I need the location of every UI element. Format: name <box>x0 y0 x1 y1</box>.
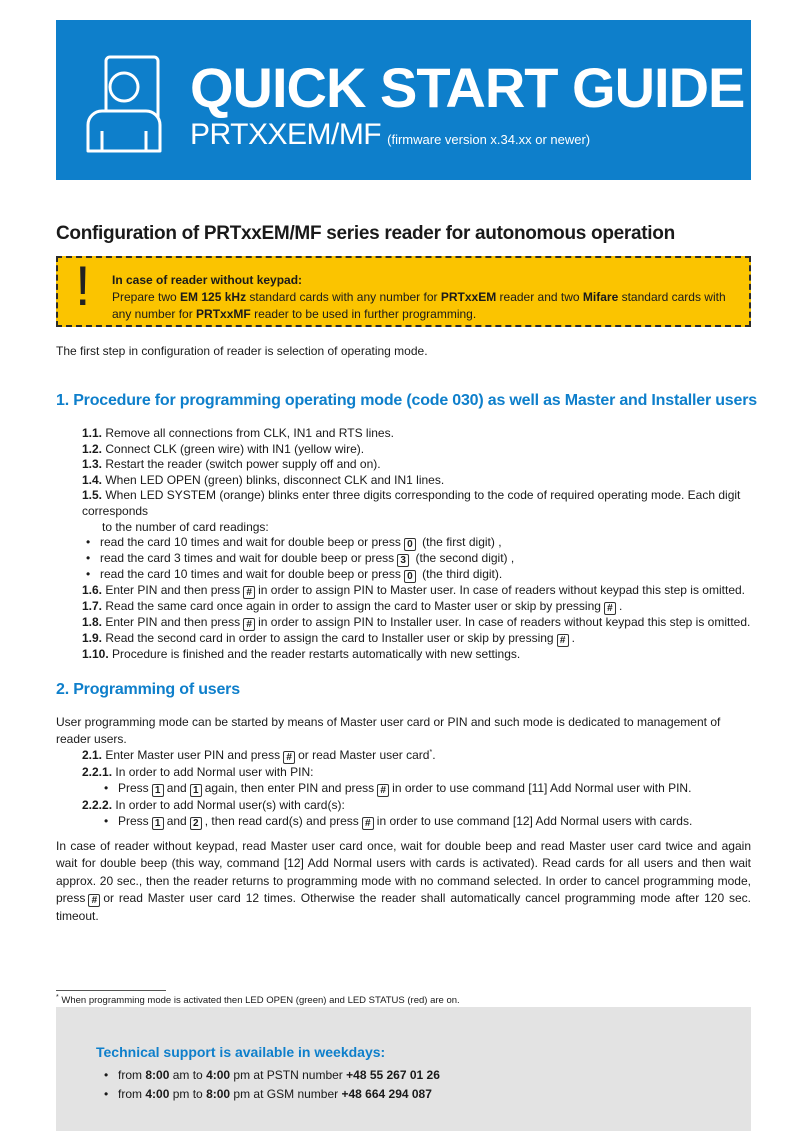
section2-steps <box>82 745 752 830</box>
step-1-9 <box>82 631 752 647</box>
section2-intro: User programming mode can be started by means of Master user card or PIN and such mode is dedicated to management of reader users. <box>56 715 721 746</box>
intro-text: The first step in configuration of reader is selection of operating mode. <box>56 344 428 358</box>
model-label: PRTXXEM/MF <box>190 118 382 151</box>
key-hash-icon: # <box>88 894 100 907</box>
support-text: am to <box>169 1068 207 1082</box>
bullet-text: again, then enter PIN and press <box>204 781 375 795</box>
user-card-icon <box>84 55 176 155</box>
warning-bold: PRTxxEM <box>440 289 497 304</box>
support-time: 8:00 <box>145 1068 170 1082</box>
step-2-2-2 <box>82 797 752 813</box>
bullet-tail: (the second digit) , <box>412 551 515 566</box>
step-text: Connect CLK (green wire) with IN1 (yellow wire). <box>102 441 365 456</box>
bullet-third-digit: • read the card 10 times and wait for double beep or press 0 (the third digit). <box>86 567 503 583</box>
step-text: or read Master user card <box>298 748 430 762</box>
paragraph-text: In case of reader without keypad, read Master user card once, wait for double beep and read Master user card twice and again wait for double beep (this way, command [12] Add Normal users with cards is activated). Read cards for all users and then wait approx. 20 sec., then the reader returns to programming mode with no command selected. In order to cancel programming mode, press <box>56 839 751 906</box>
bullet-text: read the card 10 times and wait for double beep or press <box>100 567 401 582</box>
key-hash-icon: # <box>377 784 389 797</box>
warning-bold: PRTxxMF <box>196 306 251 321</box>
footnote <box>56 993 460 1008</box>
step-1-6 <box>82 583 752 599</box>
section2-heading: 2. Programming of users <box>56 681 240 698</box>
support-gsm-line: • from 4:00 pm to 8:00 pm at GSM number +48 664 294 087 <box>104 1087 432 1101</box>
step-1-5 <box>82 488 752 519</box>
warning-text <box>112 272 748 322</box>
support-pstn-line: • from 8:00 am to 4:00 pm at PSTN number +48 55 267 01 26 <box>104 1068 440 1082</box>
bullet-text: read the card 3 times and wait for double beep or press <box>100 551 395 566</box>
guide-title: QUICK START GUIDE <box>190 56 745 119</box>
step-1-1 <box>82 426 752 442</box>
gsm-number: +48 664 294 087 <box>341 1087 432 1101</box>
step-number: 1.7. <box>82 599 103 614</box>
warning-icon: ! <box>75 254 91 317</box>
step-text: In order to add Normal user(s) with card(s): <box>112 798 345 812</box>
step-number: 2.2.1. <box>82 765 113 779</box>
key-hash-icon: # <box>243 618 255 631</box>
support-title: Technical support is available in weekdays: <box>96 1044 386 1060</box>
support-text: from <box>118 1068 146 1082</box>
bullet-tail: (the first digit) , <box>418 535 502 550</box>
support-text: pm to <box>169 1087 207 1101</box>
step-text: Read the second card in order to assign the card to Installer user or skip by pressing <box>102 631 554 646</box>
step-number: 1.6. <box>82 583 103 598</box>
warning-fragment: reader to be used in further programming. <box>250 306 477 321</box>
pstn-number: +48 55 267 01 26 <box>346 1068 440 1082</box>
step-text: In order to add Normal user with PIN: <box>112 765 314 779</box>
step-text: . <box>571 631 575 646</box>
key-0-icon: 0 <box>404 538 416 551</box>
support-time: 8:00 <box>206 1087 231 1101</box>
step-text: . <box>618 599 623 614</box>
warning-fragment: standard cards with any number for <box>246 289 441 304</box>
step-text: in order to assign PIN to Master user. In case of readers without keypad this step is omitted. <box>258 583 745 598</box>
warning-fragment: reader and two <box>496 289 583 304</box>
paragraph-text: or read Master user card 12 times. Otherwise the reader shall automatically cancel programming mode after 120 sec. timeout. <box>56 891 751 923</box>
warning-fragment: standard cards with any number for <box>112 289 726 321</box>
step-1-5-continued: to the number of card readings: <box>102 519 269 534</box>
step-text: Restart the reader (switch power supply off and on). <box>102 457 381 472</box>
warning-bold: Mifare <box>582 289 619 304</box>
step-text: Procedure is finished and the reader restarts automatically with new settings. <box>108 647 521 662</box>
no-keypad-paragraph <box>56 838 751 925</box>
key-hash-icon: # <box>283 751 295 764</box>
step-number: 1.5. <box>82 488 103 503</box>
support-time: 4:00 <box>206 1068 231 1082</box>
step-2-2-1 <box>82 764 752 780</box>
bullet-text: , then read card(s) and press <box>204 814 359 828</box>
key-hash-icon: # <box>243 586 255 599</box>
step-text: Enter Master user PIN and press <box>102 748 281 762</box>
key-hash-icon: # <box>557 634 569 647</box>
support-box <box>56 1007 751 1131</box>
bullet-text: Press <box>118 814 149 828</box>
bullet-text: read the card 10 times and wait for double beep or press <box>100 535 401 550</box>
bullet-add-card-user: • Press 1 and 2 , then read card(s) and press # in order to use command [12] Add Normal users with cards. <box>104 814 693 829</box>
step-1-10 <box>82 647 752 663</box>
key-2-icon: 2 <box>190 817 202 830</box>
warning-fragment: Prepare two <box>112 289 181 304</box>
bullet-tail: (the third digit). <box>418 567 503 582</box>
step-number: 1.10. <box>82 647 109 662</box>
step-number: 1.3. <box>82 457 103 472</box>
step-text: Remove all connections from CLK, IN1 and RTS lines. <box>102 426 394 440</box>
step-number: 1.8. <box>82 615 103 630</box>
support-text: from <box>118 1087 146 1101</box>
key-hash-icon: # <box>604 602 616 615</box>
header-banner <box>56 20 751 180</box>
section1-heading: 1. Procedure for programming operating mode (code 030) as well as Master and Installer users <box>56 392 757 409</box>
main-heading: Configuration of PRTxxEM/MF series reader for autonomous operation <box>56 223 675 244</box>
step-1-3 <box>82 457 752 473</box>
bullet-text: in order to use command [12] Add Normal users with cards. <box>376 814 693 828</box>
section1-steps <box>82 426 752 663</box>
firmware-note: (firmware version x.34.xx or newer) <box>387 132 591 147</box>
step-number: 1.4. <box>82 472 103 487</box>
support-text: pm at PSTN number <box>230 1068 347 1082</box>
bullet-text: Press <box>118 781 149 795</box>
step-2-1 <box>82 745 752 764</box>
footnote-mark: * <box>429 749 433 756</box>
step-number: 1.2. <box>82 441 103 456</box>
bullet-first-digit: • read the card 10 times and wait for double beep or press 0 (the first digit) , <box>86 535 502 551</box>
step-text: When LED SYSTEM (orange) blinks enter three digits corresponding to the code of required operating mode. Each digit corresponds <box>82 488 741 518</box>
step-number: 2.2.2. <box>82 798 113 812</box>
bullet-text: and <box>166 814 187 828</box>
warning-bold: EM 125 kHz <box>180 289 247 304</box>
key-3-icon: 3 <box>397 554 409 567</box>
bullet-add-pin-user: • Press 1 and 1 again, then enter PIN and press # in order to use command [11] Add Normal user with PIN. <box>104 781 692 796</box>
step-text: Enter PIN and then press <box>102 583 241 598</box>
key-hash-icon: # <box>362 817 374 830</box>
key-1-icon: 1 <box>152 784 164 797</box>
key-0-icon: 0 <box>404 570 416 583</box>
footnote-text: When programming mode is activated then LED OPEN (green) and LED STATUS (red) are on. <box>58 995 460 1007</box>
footnote-mark: * <box>56 994 59 1001</box>
step-text: in order to assign PIN to Installer user. In case of readers without keypad this step is omitted. <box>258 615 751 630</box>
key-1-icon: 1 <box>152 817 164 830</box>
step-number: 2.1. <box>82 748 103 762</box>
step-number: 1.1. <box>82 426 103 440</box>
bullet-second-digit: • read the card 3 times and wait for double beep or press 3 (the second digit) , <box>86 551 515 567</box>
step-number: 1.9. <box>82 631 103 646</box>
step-1-7 <box>82 599 752 615</box>
step-1-4 <box>82 473 752 489</box>
support-time: 4:00 <box>145 1087 170 1101</box>
step-text: Read the same card once again in order to assign the card to Master user or skip by pressing <box>102 599 601 614</box>
warning-box <box>56 256 751 327</box>
bullet-text: and <box>166 781 187 795</box>
model-name <box>190 120 590 150</box>
bullet-text: in order to use command [11] Add Normal user with PIN. <box>392 781 692 795</box>
footnote-divider <box>56 990 166 991</box>
step-text: . <box>432 748 436 762</box>
step-text: Enter PIN and then press <box>102 615 241 630</box>
key-1-icon: 1 <box>190 784 202 797</box>
support-text: pm at GSM number <box>230 1087 342 1101</box>
step-1-8 <box>82 615 752 631</box>
warning-title: In case of reader without keypad: <box>112 273 303 287</box>
step-text: When LED OPEN (green) blinks, disconnect CLK and IN1 lines. <box>102 472 445 487</box>
step-1-2 <box>82 442 752 458</box>
